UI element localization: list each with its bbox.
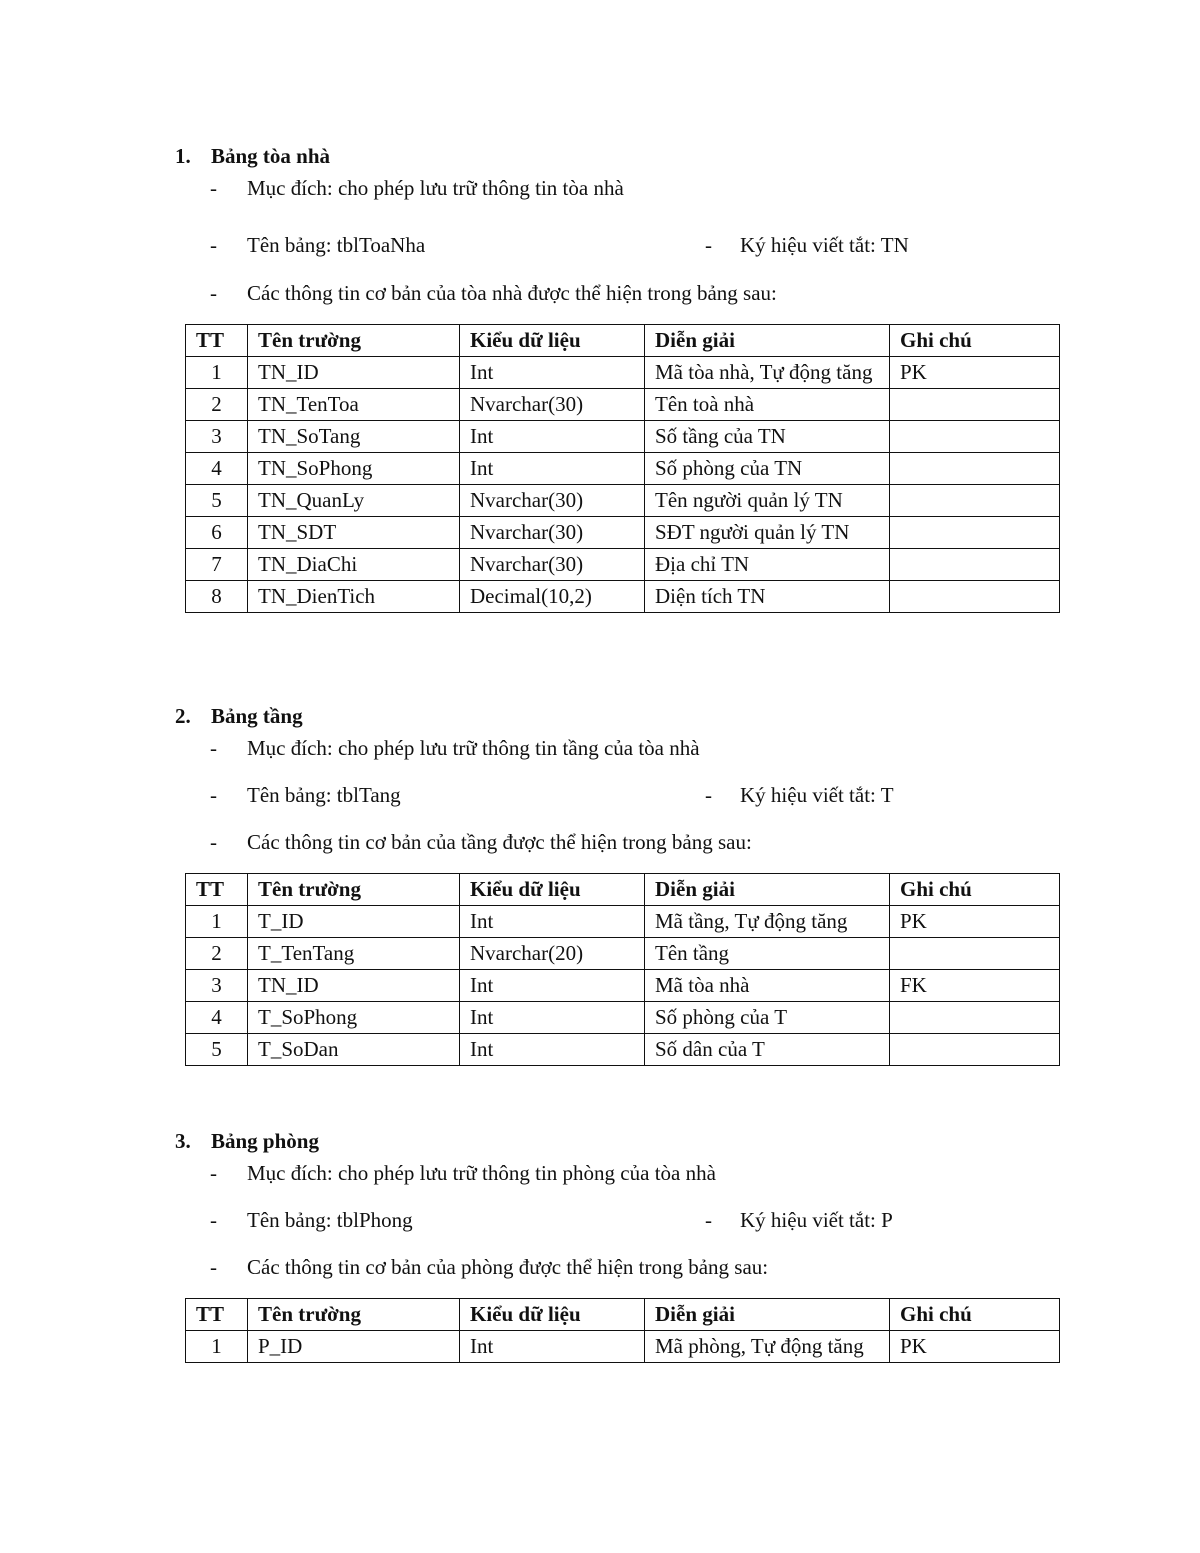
cell-data-type: Int xyxy=(460,1002,645,1034)
cell-tt: 6 xyxy=(186,517,248,549)
bullet-dash: - xyxy=(210,830,217,854)
cell-note: FK xyxy=(890,970,1060,1002)
section-number: 1. xyxy=(175,144,191,168)
table-row xyxy=(186,389,1060,421)
bullet-dash: - xyxy=(210,783,217,807)
section-heading xyxy=(175,704,303,729)
table-row xyxy=(186,485,1060,517)
bullet-dash: - xyxy=(210,1255,217,1279)
table-name-text: Tên bảng: tblToaNha xyxy=(247,233,426,257)
intro-text: Các thông tin cơ bản của phòng được thể hiện trong bảng sau: xyxy=(247,1255,769,1279)
header-field-name: Tên trường xyxy=(248,325,460,357)
cell-description: Mã phòng, Tự động tăng xyxy=(645,1331,890,1363)
cell-field-name: T_SoPhong xyxy=(248,1002,460,1034)
cell-data-type: Int xyxy=(460,970,645,1002)
cell-data-type: Int xyxy=(460,906,645,938)
cell-note xyxy=(890,389,1060,421)
header-note: Ghi chú xyxy=(890,874,1060,906)
header-tt: TT xyxy=(186,874,248,906)
cell-note: PK xyxy=(890,357,1060,389)
cell-field-name: TN_DiaChi xyxy=(248,549,460,581)
section-title: Bảng tầng xyxy=(211,704,303,728)
table-name-text: Tên bảng: tblTang xyxy=(247,783,401,807)
table-row xyxy=(186,1034,1060,1066)
cell-field-name: TN_DienTich xyxy=(248,581,460,613)
table-row xyxy=(186,421,1060,453)
cell-description: Mã tầng, Tự động tăng xyxy=(645,906,890,938)
cell-tt: 4 xyxy=(186,1002,248,1034)
cell-field-name: TN_ID xyxy=(248,357,460,389)
intro-text: Các thông tin cơ bản của tầng được thể hiện trong bảng sau: xyxy=(247,830,752,854)
cell-description: Diện tích TN xyxy=(645,581,890,613)
cell-data-type: Int xyxy=(460,357,645,389)
section-heading xyxy=(175,1129,319,1154)
cell-data-type: Int xyxy=(460,453,645,485)
cell-field-name: TN_ID xyxy=(248,970,460,1002)
bullet-dash: - xyxy=(210,1208,217,1232)
bullet-dash: - xyxy=(210,1161,217,1185)
abbrev-text: Ký hiệu viết tắt: P xyxy=(740,1208,893,1232)
cell-description: Số dân của T xyxy=(645,1034,890,1066)
cell-note xyxy=(890,421,1060,453)
cell-field-name: T_ID xyxy=(248,906,460,938)
header-field-name: Tên trường xyxy=(248,1299,460,1331)
cell-data-type: Nvarchar(20) xyxy=(460,938,645,970)
table-row xyxy=(186,1331,1060,1363)
bullet-dash: - xyxy=(705,233,712,257)
header-note: Ghi chú xyxy=(890,1299,1060,1331)
cell-tt: 7 xyxy=(186,549,248,581)
table-row xyxy=(186,1002,1060,1034)
cell-description: Mã tòa nhà, Tự động tăng xyxy=(645,357,890,389)
cell-field-name: TN_TenToa xyxy=(248,389,460,421)
header-tt: TT xyxy=(186,1299,248,1331)
cell-data-type: Nvarchar(30) xyxy=(460,517,645,549)
header-field-name: Tên trường xyxy=(248,874,460,906)
cell-tt: 1 xyxy=(186,357,248,389)
table-row xyxy=(186,453,1060,485)
cell-note xyxy=(890,485,1060,517)
cell-field-name: P_ID xyxy=(248,1331,460,1363)
cell-description: Số phòng của T xyxy=(645,1002,890,1034)
bullet-dash: - xyxy=(210,736,217,760)
header-data-type: Kiểu dữ liệu xyxy=(460,325,645,357)
cell-note: PK xyxy=(890,1331,1060,1363)
section-title: Bảng tòa nhà xyxy=(211,144,331,168)
abbrev-text: Ký hiệu viết tắt: TN xyxy=(740,233,909,257)
purpose-text: Mục đích: cho phép lưu trữ thông tin tầng của tòa nhà xyxy=(247,736,700,760)
cell-tt: 2 xyxy=(186,389,248,421)
fields-table xyxy=(185,873,1060,1066)
table-header-row xyxy=(186,325,1060,357)
cell-data-type: Int xyxy=(460,1331,645,1363)
table-row xyxy=(186,549,1060,581)
header-note: Ghi chú xyxy=(890,325,1060,357)
cell-description: Địa chỉ TN xyxy=(645,549,890,581)
cell-note xyxy=(890,1034,1060,1066)
cell-tt: 1 xyxy=(186,1331,248,1363)
cell-tt: 2 xyxy=(186,938,248,970)
cell-description: Tên người quản lý TN xyxy=(645,485,890,517)
cell-field-name: TN_SoPhong xyxy=(248,453,460,485)
cell-data-type: Int xyxy=(460,421,645,453)
table-name-text: Tên bảng: tblPhong xyxy=(247,1208,413,1232)
cell-note xyxy=(890,517,1060,549)
fields-table xyxy=(185,324,1060,613)
header-tt: TT xyxy=(186,325,248,357)
cell-note: PK xyxy=(890,906,1060,938)
section-title: Bảng phòng xyxy=(211,1129,319,1153)
section-number: 3. xyxy=(175,1129,191,1153)
table-row xyxy=(186,970,1060,1002)
table-row xyxy=(186,906,1060,938)
cell-description: SĐT người quản lý TN xyxy=(645,517,890,549)
cell-field-name: TN_QuanLy xyxy=(248,485,460,517)
cell-field-name: T_TenTang xyxy=(248,938,460,970)
cell-data-type: Decimal(10,2) xyxy=(460,581,645,613)
table-row xyxy=(186,938,1060,970)
bullet-dash: - xyxy=(705,783,712,807)
cell-tt: 3 xyxy=(186,421,248,453)
cell-field-name: TN_SDT xyxy=(248,517,460,549)
cell-field-name: T_SoDan xyxy=(248,1034,460,1066)
cell-tt: 8 xyxy=(186,581,248,613)
cell-note xyxy=(890,1002,1060,1034)
section-number: 2. xyxy=(175,704,191,728)
cell-data-type: Nvarchar(30) xyxy=(460,485,645,517)
cell-data-type: Nvarchar(30) xyxy=(460,549,645,581)
section-heading xyxy=(175,144,330,169)
cell-description: Số phòng của TN xyxy=(645,453,890,485)
table-header-row xyxy=(186,874,1060,906)
cell-note xyxy=(890,581,1060,613)
bullet-dash: - xyxy=(210,233,217,257)
bullet-dash: - xyxy=(705,1208,712,1232)
purpose-text: Mục đích: cho phép lưu trữ thông tin tòa nhà xyxy=(247,176,624,200)
header-description: Diễn giải xyxy=(645,1299,890,1331)
header-data-type: Kiểu dữ liệu xyxy=(460,1299,645,1331)
cell-tt: 3 xyxy=(186,970,248,1002)
cell-tt: 1 xyxy=(186,906,248,938)
cell-data-type: Int xyxy=(460,1034,645,1066)
cell-description: Tên toà nhà xyxy=(645,389,890,421)
cell-note xyxy=(890,549,1060,581)
cell-tt: 5 xyxy=(186,485,248,517)
cell-description: Mã tòa nhà xyxy=(645,970,890,1002)
abbrev-text: Ký hiệu viết tắt: T xyxy=(740,783,894,807)
header-description: Diễn giải xyxy=(645,325,890,357)
table-row xyxy=(186,517,1060,549)
cell-note xyxy=(890,453,1060,485)
table-row xyxy=(186,581,1060,613)
cell-tt: 4 xyxy=(186,453,248,485)
cell-description: Tên tầng xyxy=(645,938,890,970)
cell-field-name: TN_SoTang xyxy=(248,421,460,453)
purpose-text: Mục đích: cho phép lưu trữ thông tin phòng của tòa nhà xyxy=(247,1161,716,1185)
table-row xyxy=(186,357,1060,389)
table-header-row xyxy=(186,1299,1060,1331)
cell-note xyxy=(890,938,1060,970)
cell-description: Số tầng của TN xyxy=(645,421,890,453)
bullet-dash: - xyxy=(210,176,217,200)
header-description: Diễn giải xyxy=(645,874,890,906)
fields-table xyxy=(185,1298,1060,1363)
cell-tt: 5 xyxy=(186,1034,248,1066)
header-data-type: Kiểu dữ liệu xyxy=(460,874,645,906)
cell-data-type: Nvarchar(30) xyxy=(460,389,645,421)
bullet-dash: - xyxy=(210,281,217,305)
intro-text: Các thông tin cơ bản của tòa nhà được thể hiện trong bảng sau: xyxy=(247,281,777,305)
